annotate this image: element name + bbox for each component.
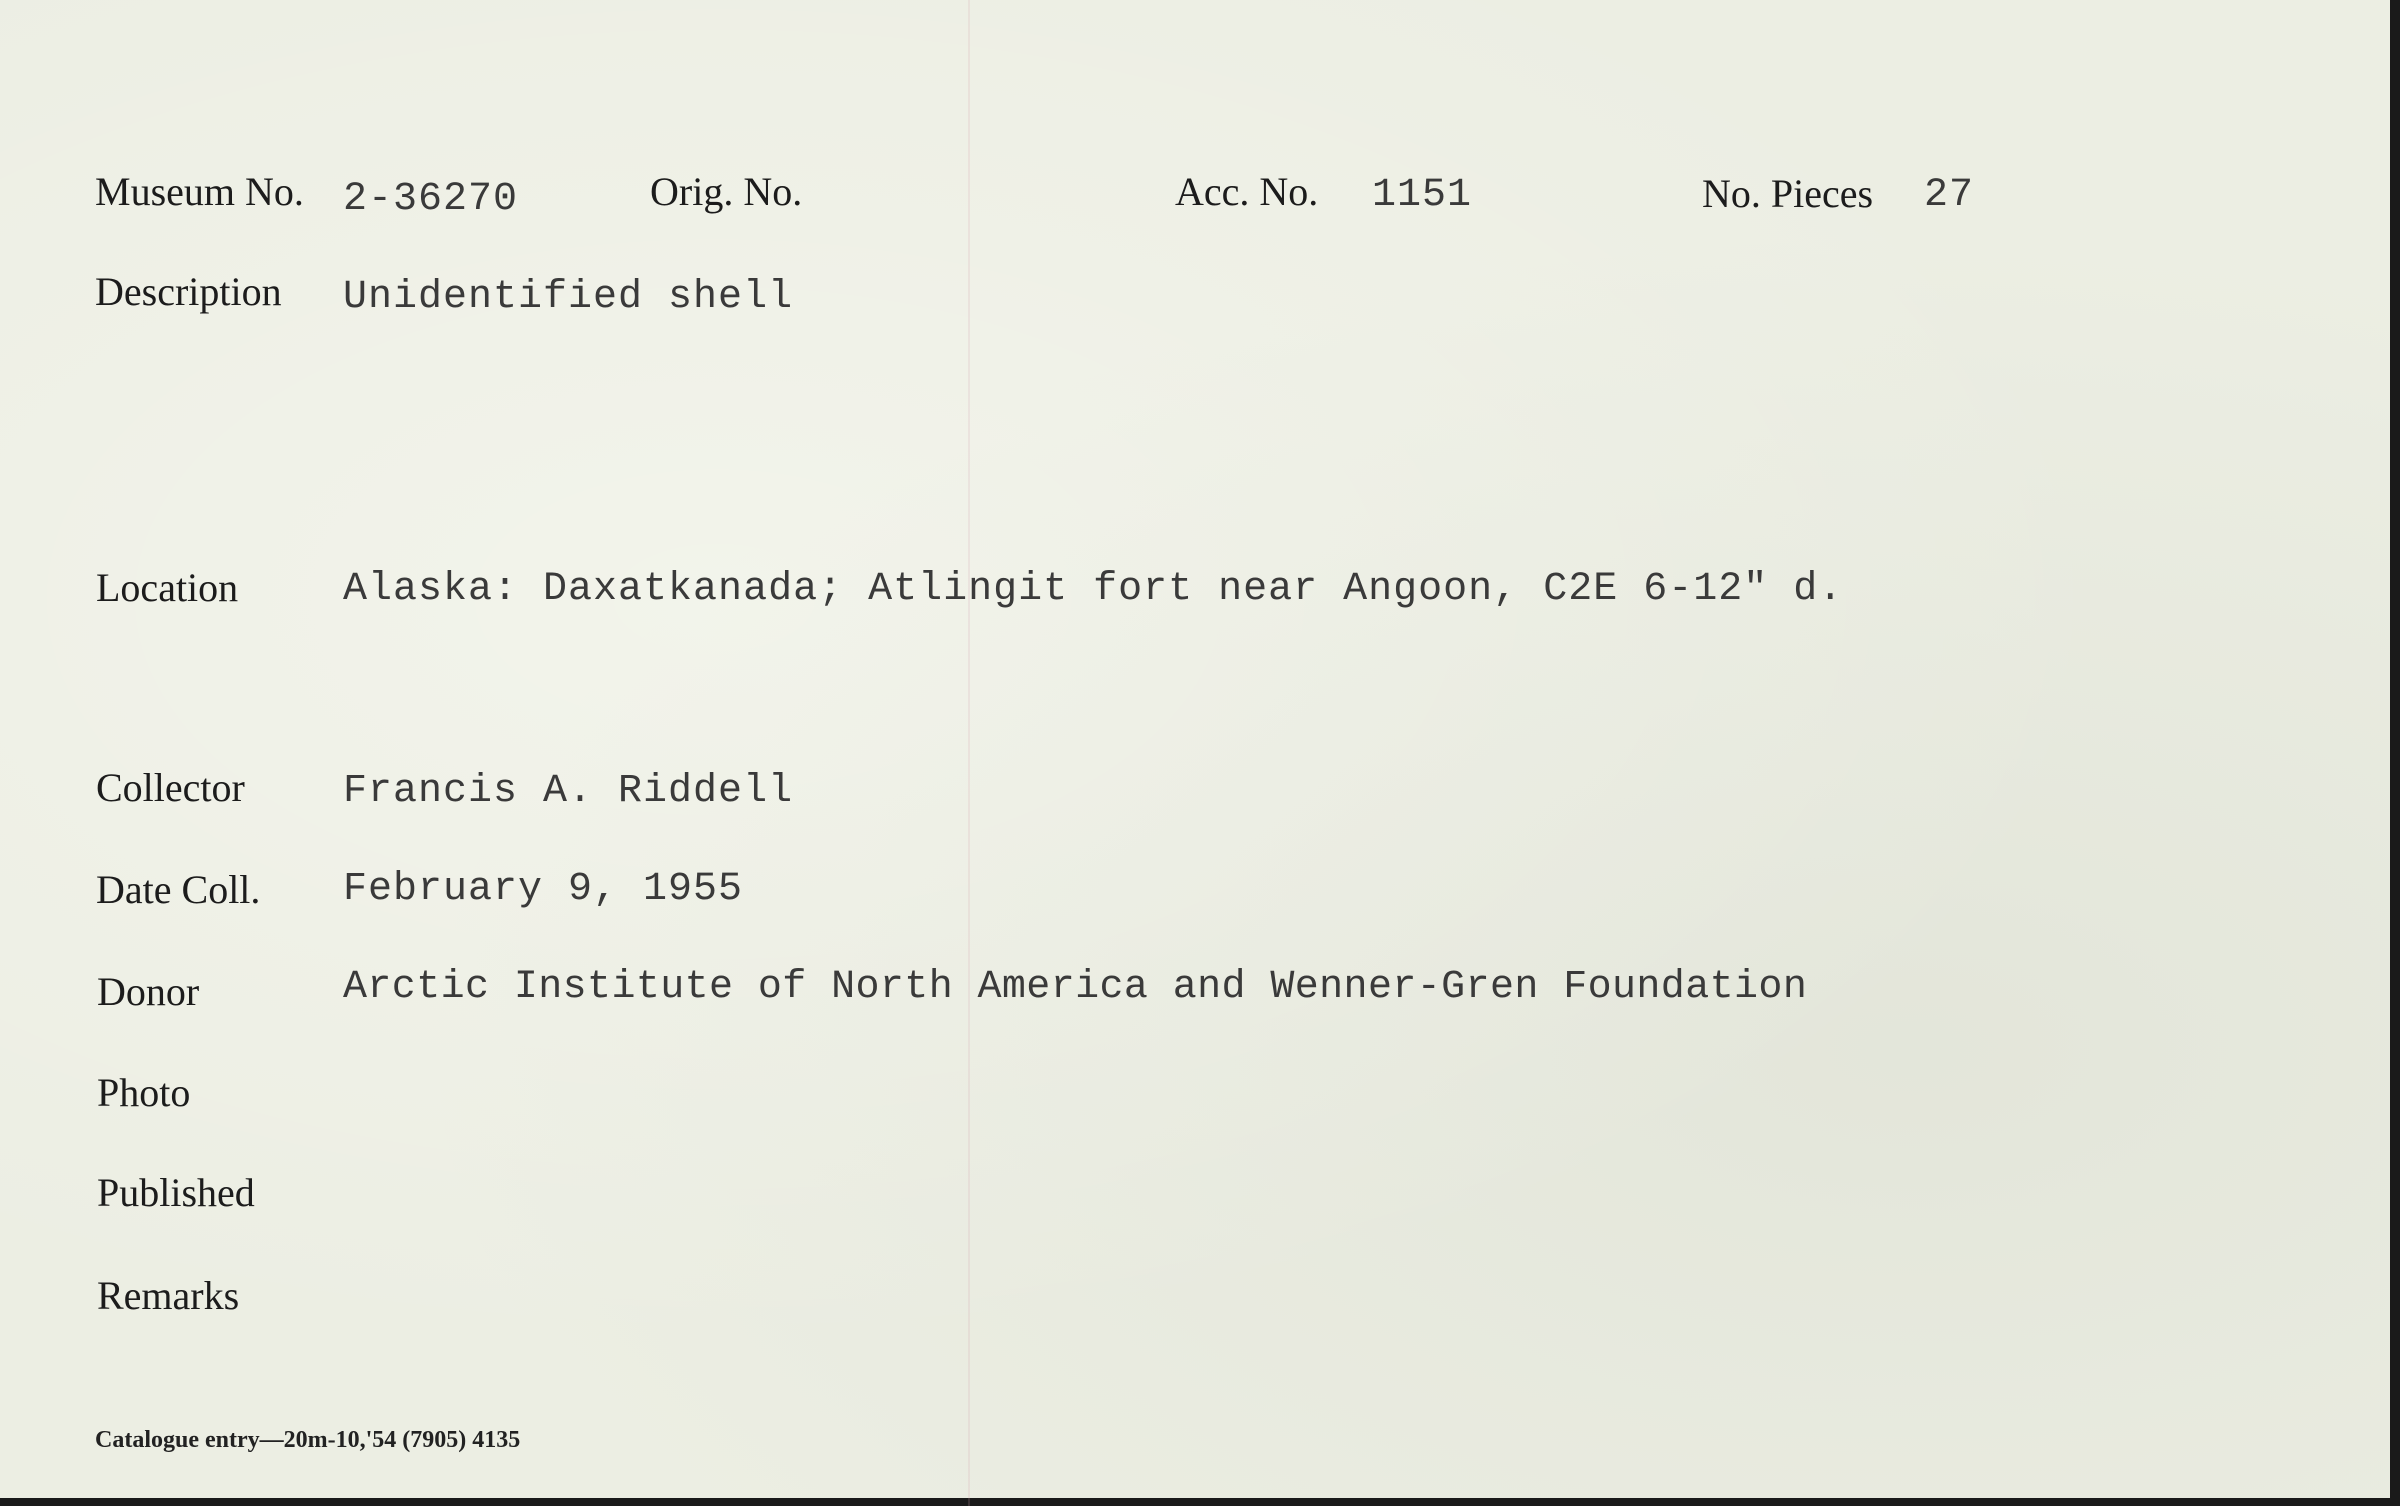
no-pieces-label: No. Pieces — [1702, 171, 1874, 216]
published-label: Published — [97, 1170, 255, 1215]
date-coll-value: February 9, 1955 — [343, 867, 744, 912]
acc-no-value: 1151 — [1372, 173, 1473, 218]
donor-value: Arctic Institute of North America and Wenner-Gren Foundation — [343, 965, 1808, 1010]
museum-no-label: Museum No. — [95, 169, 304, 214]
description-value: Unidentified shell — [343, 275, 794, 320]
description-label: Description — [95, 269, 282, 314]
location-label: Location — [96, 565, 239, 610]
card-rule-line — [968, 0, 970, 1506]
collector-label: Collector — [96, 765, 245, 810]
remarks-label: Remarks — [97, 1273, 240, 1318]
date-coll-label: Date Coll. — [96, 867, 261, 912]
location-value: Alaska: Daxatkanada; Atlingit fort near Angoon, C2E 6-12" d. — [343, 567, 1844, 612]
collector-value: Francis A. Riddell — [343, 769, 794, 814]
photo-label: Photo — [97, 1070, 191, 1115]
orig-no-label: Orig. No. — [650, 169, 803, 214]
catalogue-footer: Catalogue entry—20m-10,'54 (7905) 4135 — [95, 1427, 521, 1453]
acc-no-label: Acc. No. — [1175, 169, 1319, 214]
no-pieces-value: 27 — [1924, 173, 1975, 218]
museum-no-value: 2-36270 — [343, 177, 519, 222]
donor-label: Donor — [97, 969, 200, 1014]
